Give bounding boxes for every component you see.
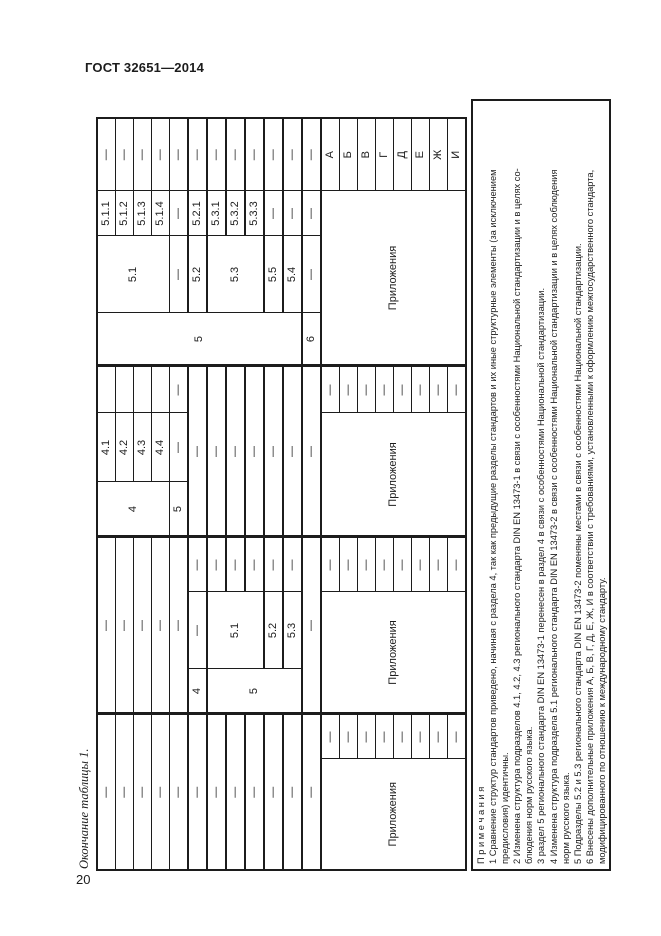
table-cell: 5.1.3	[134, 191, 152, 236]
table-cell: 5.1.1	[97, 191, 116, 236]
table-cell: —	[394, 537, 412, 592]
table-cell: 5.2	[188, 236, 207, 313]
table-row	[226, 118, 245, 870]
table-cell: —	[170, 191, 189, 236]
table-cell: —	[188, 118, 207, 191]
note-line: модифицированного по отношению к международному стандарту.	[596, 577, 607, 864]
note-line: блюдения норм русского языка.	[524, 726, 535, 864]
table-cell: 5.3.2	[226, 191, 245, 236]
note-line: 5 Подразделы 5.2 и 5.3 регионального стандарта DIN EN 13473-2 поменяны местами в связи с особенностями Национальной стандартизации.	[572, 243, 583, 864]
note-line: 2 Изменена структура подразделов 4.1, 4.2, 4.3 регионального стандарта DIN EN 13473-1 в связи с особенностями Национальной стандартизации и в целях со-	[512, 168, 523, 864]
table-cell	[116, 366, 134, 413]
table-row	[283, 118, 302, 870]
table-cell: —	[170, 118, 189, 191]
table-cell: Приложения	[321, 413, 466, 537]
table-cell	[134, 366, 152, 413]
note-line: 6 Внесены дополнительные приложения А, Б, В, Г, Д, Е, Ж, И в соответствии с требованиями, установленными к оформлению межгосударственного стандарта,	[584, 169, 595, 864]
table-cell: 4	[188, 669, 207, 714]
table-cell: 4.3	[134, 413, 152, 482]
note-line: 1 Сравнение структур стандартов приведено, начиная с раздела 4, так как предыдущие разделы стандартов и их иные структурные элементы (за исключением	[488, 169, 499, 864]
table-cell: —	[358, 366, 376, 413]
document-header: ГОСТ 32651—2014	[85, 60, 204, 75]
table-cell: —	[188, 537, 207, 592]
table-cell: —	[97, 118, 116, 191]
note-line: П р и м е ч а н и я	[476, 786, 486, 864]
table-cell: 5.1	[207, 592, 264, 669]
table-cell: —	[264, 366, 283, 537]
table-cell: 4.4	[152, 413, 170, 482]
table-cell: Приложения	[321, 759, 466, 870]
table-cell: —	[226, 366, 245, 537]
table-cell: —	[170, 413, 189, 482]
note-line: 4 Изменена структура подраздела 5.1 регионального стандарта DIN EN 13473-2 в связи с особенностями Национальной стандартизации и в целях соблюдения	[548, 169, 559, 864]
table-row	[170, 118, 189, 870]
table-cell: —	[340, 366, 358, 413]
table-cell: —	[264, 537, 283, 592]
table-cell: —	[376, 714, 394, 759]
table-cell: 5.3	[207, 236, 264, 313]
table-cell: —	[321, 366, 340, 413]
table-cell: —	[448, 537, 467, 592]
table-cell: —	[134, 537, 152, 714]
table-cell: —	[245, 714, 264, 870]
table-cell	[97, 366, 116, 413]
table-cell: 5.4	[283, 236, 302, 313]
table-cell: 5.2	[264, 592, 283, 669]
table-row	[264, 118, 283, 870]
rotated-landscape-content	[77, 93, 607, 871]
note-line: предисловия) идентичны.	[500, 752, 511, 864]
table-cell: 5.3.3	[245, 191, 264, 236]
table-cell: —	[430, 366, 448, 413]
table-cell: В	[358, 118, 376, 191]
table-cell: —	[394, 366, 412, 413]
table-cell: И	[448, 118, 467, 191]
table-cell: —	[430, 714, 448, 759]
table-cell: —	[207, 714, 226, 870]
table-cell: 5.5	[264, 236, 283, 313]
table-row	[207, 118, 226, 870]
table-cell: 5.2.1	[188, 191, 207, 236]
table-cell: —	[321, 714, 340, 759]
table-cell	[152, 366, 170, 413]
table-row	[97, 118, 116, 870]
table-cell: —	[226, 118, 245, 191]
table-cell: —	[207, 537, 226, 592]
table-row	[245, 118, 264, 870]
table-caption: Окончание таблицы 1.	[77, 748, 91, 869]
table-cell: —	[97, 537, 116, 714]
table-cell: —	[116, 118, 134, 191]
table-cell: 4	[97, 482, 170, 537]
table-cell: 5.1.4	[152, 191, 170, 236]
table-cell: Д	[394, 118, 412, 191]
table-cell: —	[302, 537, 321, 714]
note-line: норм русского языка.	[560, 772, 571, 864]
table-cell: —	[188, 366, 207, 537]
table-cell: Приложения	[321, 191, 466, 366]
table-cell: —	[207, 366, 226, 537]
table-cell: —	[188, 714, 207, 870]
table-cell: —	[134, 118, 152, 191]
table-cell: —	[412, 366, 430, 413]
table-cell: —	[358, 537, 376, 592]
comparison-table	[96, 117, 467, 871]
table-cell: 5	[207, 669, 302, 714]
table-cell: —	[376, 366, 394, 413]
table-cell: —	[448, 714, 467, 759]
table-cell: —	[340, 537, 358, 592]
table-cell: —	[283, 191, 302, 236]
table-cell: 5	[97, 313, 302, 366]
table-cell: —	[152, 118, 170, 191]
table-row	[188, 118, 207, 870]
table-cell: —	[152, 714, 170, 870]
table-cell: —	[430, 537, 448, 592]
table-cell: Е	[412, 118, 430, 191]
table-cell: 6	[302, 313, 321, 366]
table-cell: —	[283, 118, 302, 191]
table-cell: —	[283, 537, 302, 592]
table-cell: —	[302, 191, 321, 236]
table-cell: 4.2	[116, 413, 134, 482]
note-line: 3 раздел 5 регионального стандарта DIN EN 13473-1 перенесен в раздел 4 в связи с особенностями Национальной стандартизации.	[536, 287, 547, 864]
table-cell: —	[170, 366, 189, 413]
table-row	[321, 118, 340, 870]
table-cell: —	[302, 714, 321, 870]
table-cell: —	[116, 714, 134, 870]
table-cell: Приложения	[321, 592, 466, 714]
table-cell: Б	[340, 118, 358, 191]
table-cell: 5.1.2	[116, 191, 134, 236]
table-cell: —	[412, 714, 430, 759]
table-cell: —	[394, 714, 412, 759]
table-cell: —	[170, 236, 189, 313]
table-cell: —	[245, 118, 264, 191]
page-number: 20	[76, 872, 91, 887]
table-cell: —	[188, 592, 207, 669]
table-cell: 5	[170, 482, 189, 537]
table-cell: —	[283, 714, 302, 870]
table-cell: —	[358, 714, 376, 759]
table-cell: —	[264, 191, 283, 236]
table-cell: —	[321, 537, 340, 592]
table-cell: —	[412, 537, 430, 592]
table-cell: —	[376, 537, 394, 592]
notes-box	[471, 99, 611, 871]
table-cell: —	[170, 537, 189, 714]
table-cell: —	[245, 366, 264, 537]
table-cell: —	[340, 714, 358, 759]
table-cell: —	[283, 366, 302, 537]
table-cell: Г	[376, 118, 394, 191]
table-cell: —	[302, 118, 321, 191]
table-cell: —	[170, 714, 189, 870]
table-cell: —	[226, 537, 245, 592]
table-cell: —	[116, 537, 134, 714]
table-cell: —	[97, 714, 116, 870]
table-cell: —	[264, 714, 283, 870]
table-cell: 5.3.1	[207, 191, 226, 236]
table-cell: А	[321, 118, 340, 191]
table-row	[302, 118, 321, 870]
table-cell: —	[302, 366, 321, 537]
table-cell: Ж	[430, 118, 448, 191]
table-cell: —	[226, 714, 245, 870]
table-cell: —	[448, 366, 467, 413]
table-cell: —	[134, 714, 152, 870]
table-cell: —	[152, 537, 170, 714]
table-cell: —	[207, 118, 226, 191]
table-cell: 5.3	[283, 592, 302, 669]
table-cell: —	[264, 118, 283, 191]
table-cell: 5.1	[97, 236, 170, 313]
table-cell: —	[302, 236, 321, 313]
table-cell: 4.1	[97, 413, 116, 482]
table-cell: —	[245, 537, 264, 592]
